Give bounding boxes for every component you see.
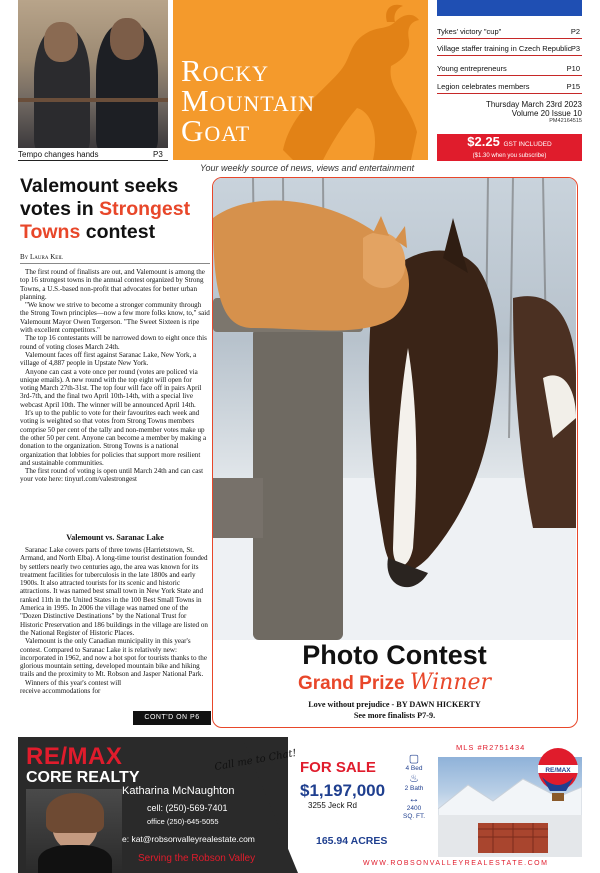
photo-caption: Love without prejudice - BY DAWN HICKERTY bbox=[308, 700, 481, 709]
photo-illustration bbox=[213, 178, 576, 640]
front-photo-caption: Tempo changes hands bbox=[18, 150, 99, 159]
article-headline bbox=[20, 175, 210, 244]
beds-count: 4 Bed bbox=[405, 765, 423, 772]
baths-count: 2 Bath bbox=[404, 785, 424, 792]
bath-icon: ♨ bbox=[409, 773, 419, 785]
index-item[interactable] bbox=[437, 61, 582, 76]
tagline: Your weekly source of news, views and entertainment bbox=[200, 163, 415, 173]
masthead-title-line1: Rocky bbox=[181, 53, 270, 88]
sqft-label: SQ. FT. bbox=[402, 813, 426, 820]
index-item[interactable] bbox=[437, 24, 582, 39]
article-paragraph: Saranac Lake covers parts of three towns (Harrietstown, St. Armand, and North Elba). A long-time tourist destination founded by settlers nearly two centuries ago, the area was known for its treatment facilities for tuberculosis in the late 1800s and early 1900s. It also attracted tourists for its scenic and historic attractions. It was named best small town in New York State and ranked 11th in the United States in the 100 Best Small Towns in America in 1995. In 2006 the village was named one of the "Dozen Distinctive Destinations" by the National Trust for Historic Preservation and 186 buildings in the village are listed on the National Register of Historic Places. bbox=[20, 546, 208, 637]
publication-date: Thursday March 23rd 2023 bbox=[485, 100, 582, 109]
photo-contest-title: Photo Contest bbox=[302, 640, 487, 670]
index-item-page: P3 bbox=[570, 44, 580, 53]
headline-text: Valemount seeks votes in bbox=[20, 175, 179, 220]
index-item-page: P2 bbox=[570, 27, 580, 36]
website-link[interactable]: WWW.ROBSONVALLEYREALESTATE.COM bbox=[363, 860, 549, 867]
article-body-2 bbox=[20, 546, 210, 695]
masthead-title-line2: Mountain bbox=[181, 83, 316, 118]
mls-number: MLS #R2751434 bbox=[456, 743, 526, 752]
issue-info bbox=[437, 100, 582, 124]
agent-office-phone[interactable]: office (250)-645-5055 bbox=[147, 817, 219, 826]
masthead-title-line3: Goat bbox=[181, 113, 251, 148]
article-body bbox=[20, 268, 210, 484]
article-subhead: Valemount vs. Saranac Lake bbox=[66, 533, 164, 542]
listing-features bbox=[396, 753, 432, 821]
index-item-label: Young entrepreneurs bbox=[437, 64, 507, 73]
front-photo-tempo bbox=[18, 0, 168, 148]
volume-issue: Volume 20 Issue 10 bbox=[511, 109, 582, 118]
masthead-title bbox=[181, 53, 316, 148]
article-paragraph: Valemount faces off first against Saranac Lake, New York, a village of 4,887 people in Upstate New York. bbox=[20, 350, 197, 368]
front-photo-page-ref: P3 bbox=[153, 150, 163, 159]
winner-label: Winner bbox=[409, 670, 492, 695]
photo-cat-and-horse bbox=[213, 178, 576, 640]
article-paragraph: The first round of voting is open until March 24th and can cast your vote here: tinyurl.com/valestrongest bbox=[20, 467, 204, 484]
remax-logo: RE/MAX bbox=[26, 743, 123, 770]
article-paragraph: It's up to the public to vote for their favourites each week and voting is weighted so that votes from Strong Towns members comprise 50 per cent of the tally and non-member votes make up the other 50 per cent. Anyone can become a member by making a donation to the organization. Strong Towns is a national organization that lobbies for policies that support more resilient and sustainable communities. bbox=[20, 409, 207, 467]
price-box bbox=[437, 134, 582, 161]
article-paragraph: The top 16 contestants will be narrowed down to eight once this round of voting closes March 24th. bbox=[20, 334, 207, 351]
headline-highlight: Strongest Towns bbox=[20, 198, 191, 243]
price-amount: $2.25 bbox=[467, 134, 500, 149]
price-gst-note: GST INCLUDED bbox=[503, 141, 552, 148]
agent-cell-phone[interactable]: cell: (250)-569-7401 bbox=[147, 803, 228, 813]
headline-text-end: contest bbox=[80, 221, 156, 243]
photo-contest-subtitle bbox=[213, 672, 576, 695]
service-area: Serving the Robson Valley bbox=[138, 853, 256, 864]
agent-name: Katharina McNaughton bbox=[122, 785, 235, 797]
remax-advertisement[interactable] bbox=[18, 737, 582, 873]
continued-link[interactable]: CONT'D ON P6 bbox=[133, 711, 211, 725]
index-item-label: Village staffer training in Czech Republic bbox=[437, 44, 572, 53]
index-header-bar bbox=[437, 0, 582, 16]
divider bbox=[18, 160, 168, 161]
for-sale-label: FOR SALE bbox=[300, 759, 376, 776]
office-name: CORE REALTY bbox=[26, 769, 140, 786]
index-item-page: P10 bbox=[566, 64, 580, 73]
article-paragraph: Winners of this year's contest will receive accommodations for bbox=[20, 678, 122, 696]
balloon-logo-icon bbox=[536, 747, 580, 807]
article-paragraph: The first round of finalists are out, and Valemount is among the top 16 strongest towns in the annual contest organized by Strong Towns, a U.S.-based non-profit that advocates for better urban planning. bbox=[20, 268, 205, 301]
index-item[interactable] bbox=[437, 79, 582, 94]
listing-address: 3255 Jeck Rd bbox=[308, 801, 357, 810]
balloon-label: RE/MAX bbox=[545, 767, 571, 774]
agent-email[interactable]: e: kat@robsonvalleyrealestate.com bbox=[122, 834, 255, 844]
pm-number: PM42164515 bbox=[549, 118, 582, 124]
article-paragraph: "We know we strive to become a stronger community through the Strong Town principles—now a few more folks know, to," said Valemount Mayor Owen Torgerson. "The Sweet Sixteen is ripe with excellent competitors." bbox=[20, 301, 210, 335]
photo-contest-feature bbox=[212, 177, 578, 728]
area-icon: ↔ bbox=[408, 793, 420, 805]
masthead bbox=[173, 0, 428, 160]
photo-caption-more: See more finalists P7-9. bbox=[353, 711, 436, 720]
index-item-page: P15 bbox=[566, 82, 580, 91]
grand-prize-label: Grand Prize bbox=[297, 673, 405, 694]
listing-price: $1,197,000 bbox=[300, 781, 386, 800]
sqft-value: 2400 bbox=[406, 805, 422, 812]
byline: By Laura Keil bbox=[20, 253, 210, 264]
index-item[interactable] bbox=[437, 41, 582, 56]
article-paragraph: Anyone can cast a vote once per round (votes are policed via unique emails). A new round with the top eight will open for voting March 27th-31st. The top four will face off in pairs April 3rd-7th, and the final two April 10th-14th, with a special live webcast April 10th. The winner will be announced April 14th. bbox=[20, 367, 202, 409]
agent-photo bbox=[26, 789, 122, 873]
call-me-text: Call me to Chat! bbox=[213, 747, 298, 774]
index-item-label: Legion celebrates members bbox=[437, 82, 530, 91]
article-paragraph: Valemount is the only Canadian municipality in this year's contest. Compared to Saranac Lake it is relatively new: incorporated in 1962, and now a hot spot for tourists thanks to the glorious mountain setting, developed mountain bike and hiking trails and the proximity to Mt. Robson and Jasper National Park. bbox=[20, 637, 207, 679]
price bbox=[437, 134, 582, 152]
price-subscriber-note: ($1.30 when you subscribe) bbox=[472, 153, 547, 159]
index-item-label: Tykes' victory "cup" bbox=[437, 27, 502, 36]
listing-acres: 165.94 ACRES bbox=[316, 835, 388, 847]
bed-icon: ▢ bbox=[408, 753, 420, 765]
